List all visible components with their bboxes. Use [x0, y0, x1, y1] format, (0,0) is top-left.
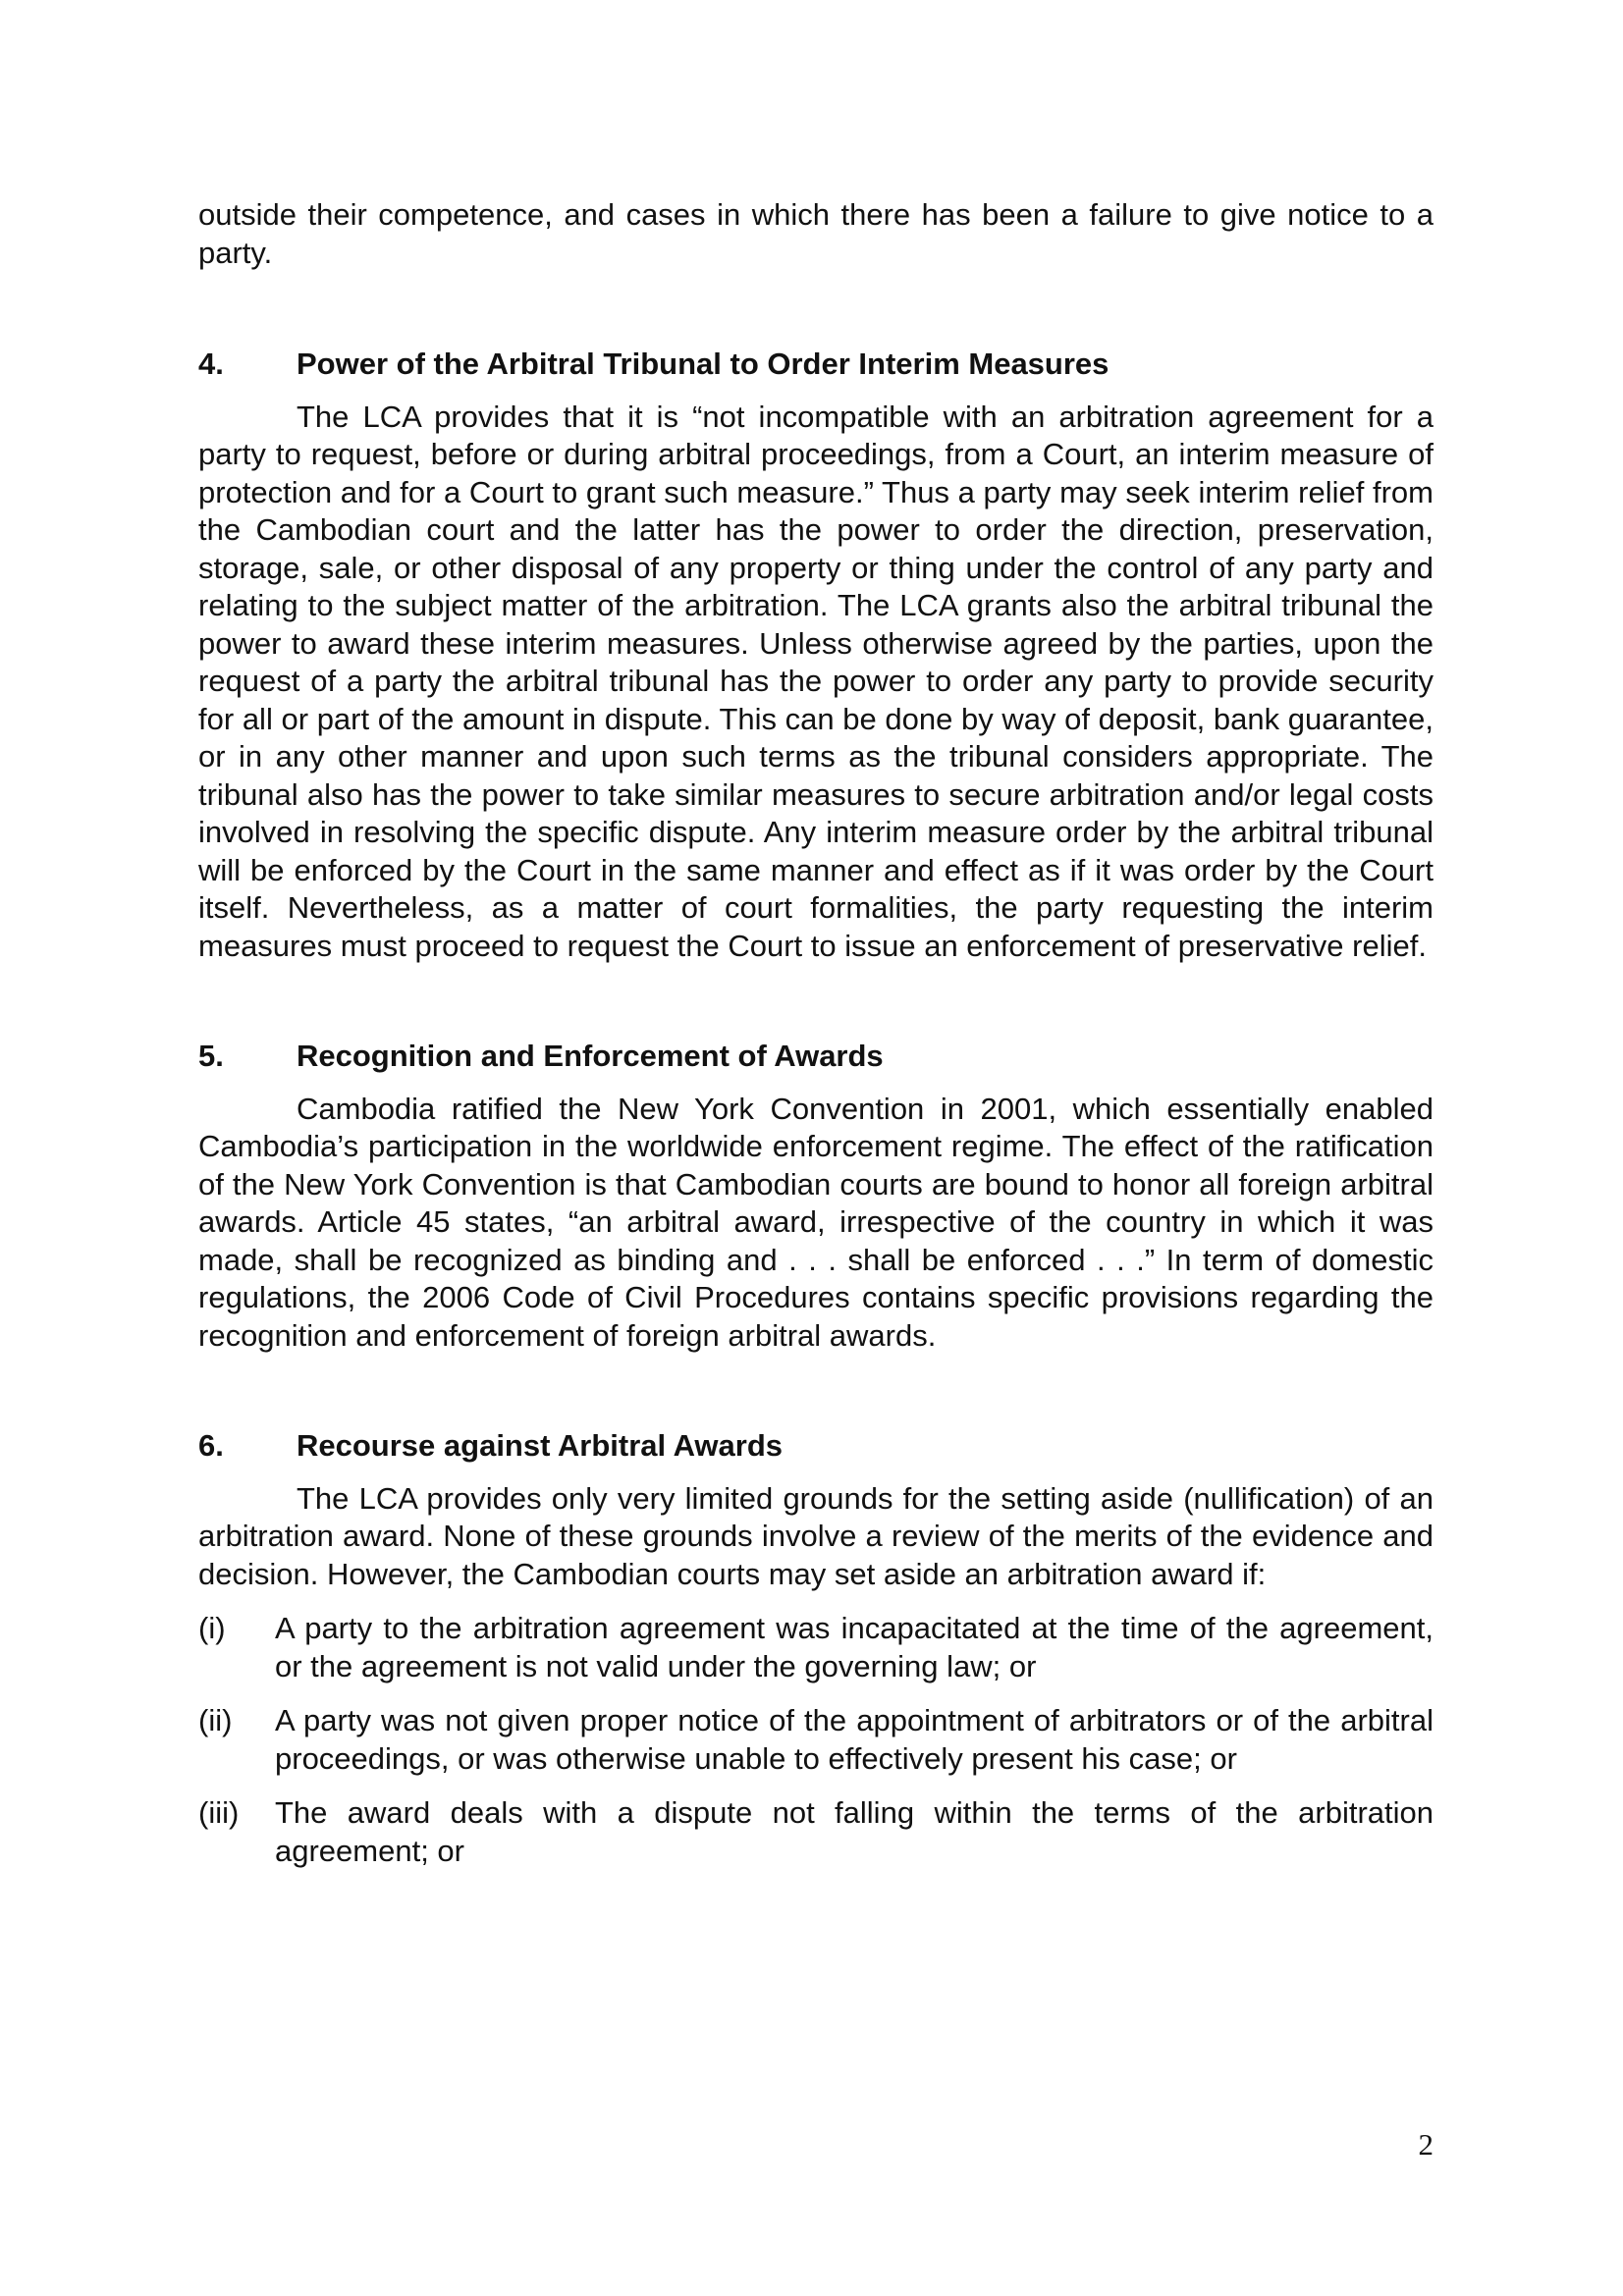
list-item: [198, 1702, 1434, 1778]
continuation-paragraph: outside their competence, and cases in which there has been a failure to give notice to a party.: [198, 197, 1434, 270]
section-paragraph: The LCA provides that it is “not incompatible with an arbitration agreement for a party to request, before or during arbitral proceedings, from a Court, an interim measure of protection and for a Court to grant such measure.” Thus a party may seek interim relief from the Cambodian court and the latter has the power to order the direction, preservation, storage, sale, or other disposal of any property or thing under the control of any party and relating to the subject matter of the arbitration. The LCA grants also the arbitral tribunal the power to award these interim measures. Unless otherwise agreed by the parties, upon the request of a party the arbitral tribunal has the power to order any party to provide security for all or part of the amount in dispute. This can be done by way of deposit, bank guarantee, or in any other manner and upon such terms as the tribunal considers appropriate. The tribunal also has the power to take similar measures to secure arbitration and/or legal costs involved in resolving the specific dispute. Any interim measure order by the arbitral tribunal will be enforced by the Court in the same manner and effect as if it was order by the Court itself. Nevertheless, as a matter of court formalities, the party requesting the interim measures must proceed to request the Court to issue an enforcement of preservative relief.: [198, 399, 1434, 963]
section-heading: [198, 346, 1434, 384]
grounds-list: [198, 1610, 1434, 1870]
list-item-label: (iii): [198, 1795, 240, 1830]
list-item-text: The award deals with a dispute not falling within the terms of the arbitration agreement; or: [275, 1795, 1434, 1868]
section-4: [198, 346, 1434, 965]
section-number: 4.: [198, 347, 224, 381]
section-title: Power of the Arbitral Tribunal to Order Interim Measures: [297, 347, 1109, 381]
list-item-label: (i): [198, 1611, 226, 1645]
list-item-label: (ii): [198, 1703, 233, 1737]
section-heading: [198, 1427, 1434, 1466]
section-paragraph: The LCA provides only very limited grounds for the setting aside (nullification) of an arbitration award. None of these grounds involve a review of the merits of the evidence and decision. However, the Cambodian courts may set aside an arbitration award if:: [198, 1480, 1434, 1591]
section-number: 5.: [198, 1039, 224, 1073]
page-content: [198, 196, 1434, 1887]
section-6: [198, 1427, 1434, 1870]
section-heading: [198, 1038, 1434, 1076]
list-item-text: A party was not given proper notice of the appointment of arbitrators or of the arbitral proceedings, or was otherwise unable to effectively present his case; or: [275, 1703, 1434, 1776]
section-number: 6.: [198, 1428, 224, 1463]
section-title: Recourse against Arbitral Awards: [297, 1428, 784, 1463]
section-5: [198, 1038, 1434, 1355]
list-item: [198, 1610, 1434, 1685]
section-title: Recognition and Enforcement of Awards: [297, 1039, 884, 1073]
list-item: [198, 1794, 1434, 1870]
section-paragraph: Cambodia ratified the New York Convention in 2001, which essentially enabled Cambodia’s participation in the worldwide enforcement regime. The effect of the ratification of the New York Convention is that Cambodian courts are bound to honor all foreign arbitral awards. Article 45 states, “an arbitral award, irrespective of the country in which it was made, shall be recognized as binding and . . . shall be enforced . . .” In term of domestic regulations, the 2006 Code of Civil Procedures contains specific provisions regarding the recognition and enforcement of foreign arbitral awards.: [198, 1091, 1434, 1353]
list-item-text: A party to the arbitration agreement was incapacitated at the time of the agreement, or the agreement is not valid under the governing law; or: [275, 1611, 1434, 1683]
page-number: 2: [1418, 2127, 1434, 2162]
